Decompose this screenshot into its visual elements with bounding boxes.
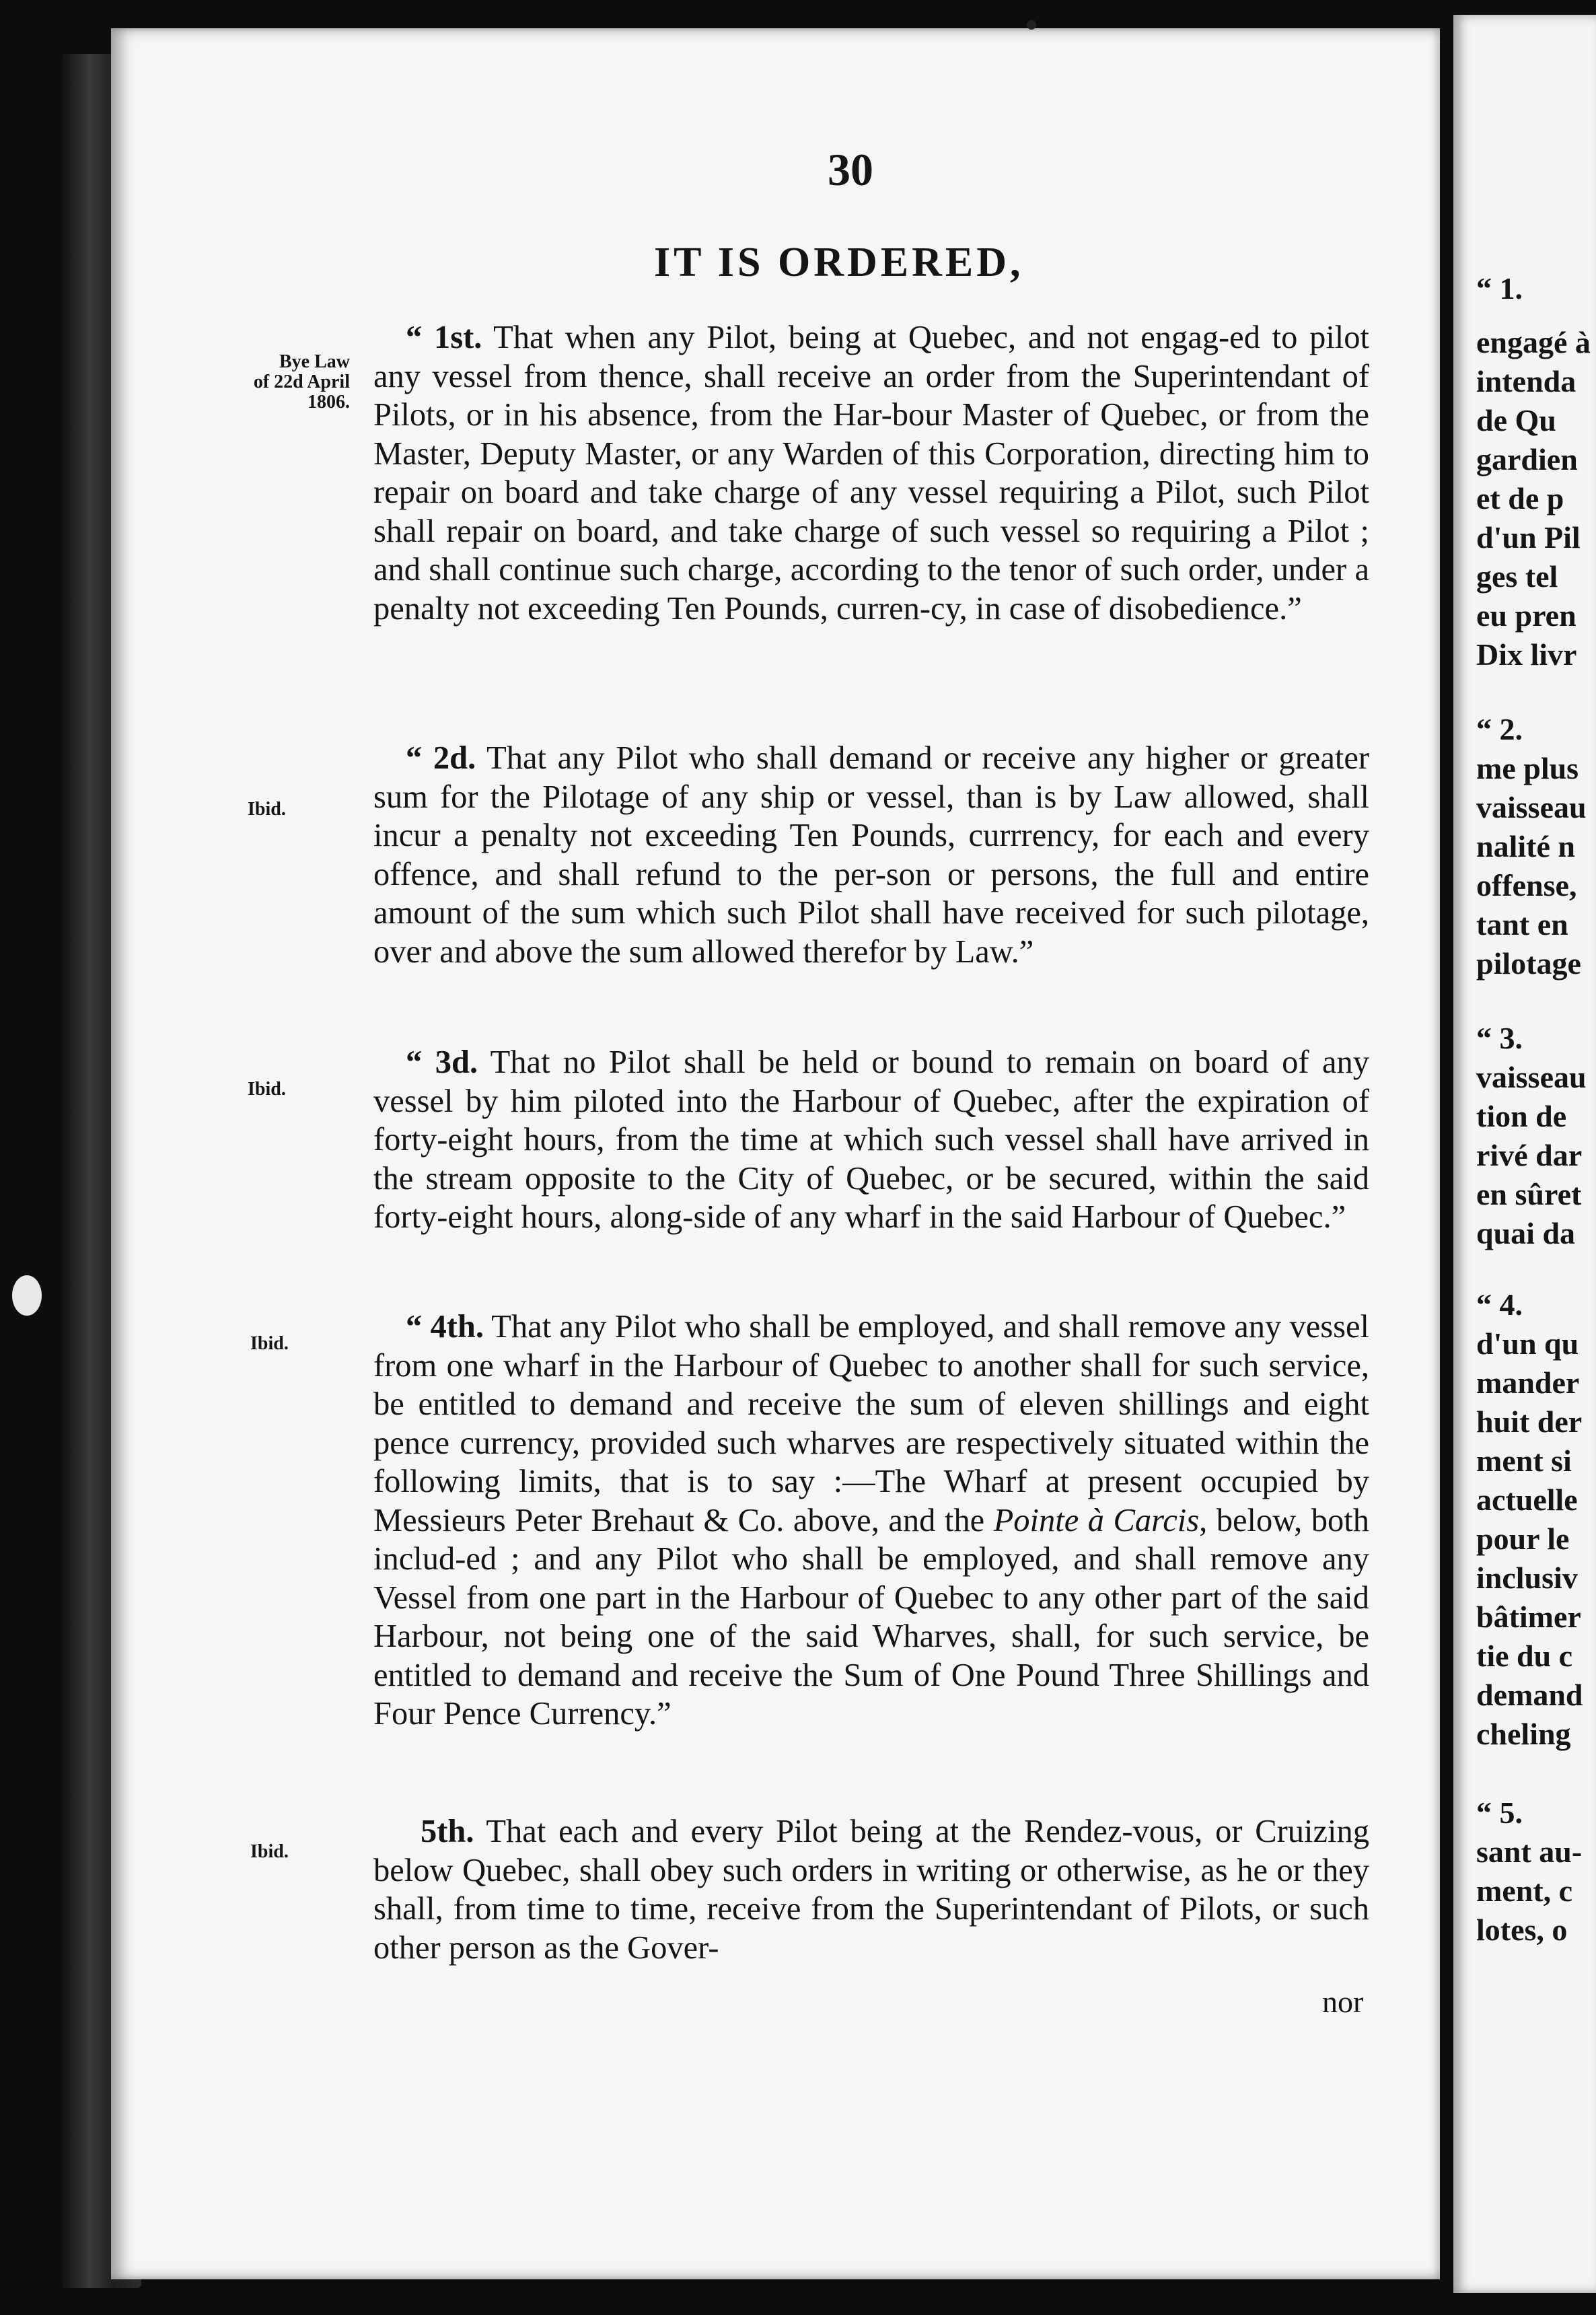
facing-page-line: sant au- bbox=[1476, 1835, 1583, 1869]
paragraph-2d bbox=[373, 739, 1369, 971]
facing-page-line: me plus bbox=[1476, 751, 1579, 785]
facing-page-line: ment si bbox=[1476, 1444, 1572, 1478]
paragraph-text: That when any Pilot, being at Quebec, and not engag-ed to pilot any vessel from thence, shall receive an order from the Superintendant of Pilots, or in his absence, from the Har-bour Master of Quebec, or from the Master, Deputy Master, or any Warden of this Corporation, directing him to repair on board and take charge of any vessel requiring a Pilot, such Pilot shall repair on board, and take charge of such vessel so requiring a Pilot ; and shall continue such charge, according to the tenor of such order, under a penalty not exceeding Ten Pounds, curren-cy, in case of disobedience.” bbox=[373, 320, 1369, 627]
facing-page-line: huit der bbox=[1476, 1404, 1583, 1439]
facing-page-line: bâtimer bbox=[1476, 1600, 1581, 1634]
facing-page-line: d'un qu bbox=[1476, 1326, 1579, 1361]
paper-tear bbox=[12, 1275, 42, 1316]
paragraph-lead: “ 4th. bbox=[406, 1309, 484, 1345]
paragraph-text: That any Pilot who shall demand or receive any higher or greater sum for the Pilotage of any ship or vessel, than is by Law allowed, shall incur a penalty not exceeding Ten Pounds, currrency, for each and every offence, and shall refund to the per-son or persons, the full and entire amount of the sum which such Pilot shall have received for such pilotage, over and above the sum allowed therefor by Law.” bbox=[373, 740, 1369, 970]
facing-page-line: gardien bbox=[1476, 442, 1578, 476]
facing-page-line: vaisseau bbox=[1476, 790, 1587, 824]
margin-note-ibid: Ibid. bbox=[248, 799, 286, 820]
facing-page-line: d'un Pil bbox=[1476, 520, 1581, 555]
paragraph-lead: “ 2d. bbox=[406, 740, 476, 776]
page-number: 30 bbox=[828, 144, 873, 195]
margin-note-ibid: Ibid. bbox=[250, 1333, 289, 1354]
margin-note-line: 1806. bbox=[307, 392, 350, 413]
facing-page-line: ment, c bbox=[1476, 1874, 1573, 1908]
facing-page-line: ges tel bbox=[1476, 559, 1558, 594]
paragraph-text: , below, both includ-ed ; and any Pilot who shall be employed, and shall remove any Vessel from one part in the Harbour of Quebec to any other part of the said Harbour, not being one of the said Wharves, shall, for such service, be entitled to demand and receive the Sum of One Pound Three Shillings and Four Pence Currency.” bbox=[373, 1502, 1370, 1732]
facing-page-line: pour le bbox=[1476, 1522, 1570, 1556]
facing-page-line: de Qu bbox=[1476, 403, 1556, 437]
facing-page-line: mander bbox=[1476, 1365, 1580, 1400]
section-heading: IT IS ORDERED, bbox=[654, 240, 1024, 285]
paragraph-text: That no Pilot shall be held or bound to remain on board of any vessel by him piloted into the Harbour of Quebec, after the expiration of forty-eight hours, from the time at which such vessel shall have arrived in the stream opposite to the City of Quebec, or be secured, within the said forty-eight hours, along-side of any wharf in the said Harbour of Quebec.” bbox=[373, 1044, 1369, 1235]
paragraph-lead: 5th. bbox=[421, 1814, 474, 1849]
facing-page-line: actuelle bbox=[1476, 1483, 1578, 1517]
facing-page-line: tant en bbox=[1476, 907, 1568, 941]
margin-note-ibid: Ibid. bbox=[250, 1841, 289, 1862]
paragraph-4th bbox=[373, 1308, 1369, 1734]
facing-page-line: “ 2. bbox=[1476, 712, 1523, 746]
paragraph-italic-place: Pointe à Carcis bbox=[993, 1502, 1200, 1538]
facing-page-line: lotes, o bbox=[1476, 1913, 1568, 1947]
facing-page-line: nalité n bbox=[1476, 829, 1575, 863]
facing-page-line: “ 4. bbox=[1476, 1287, 1523, 1322]
catchword: nor bbox=[1322, 1985, 1364, 2019]
facing-page-line: engagé à bbox=[1476, 325, 1591, 359]
margin-note-line: of 22d April bbox=[253, 371, 350, 392]
facing-page-line: en sûret bbox=[1476, 1177, 1582, 1211]
facing-page-line: intenda bbox=[1476, 364, 1576, 398]
facing-page-line: quai da bbox=[1476, 1216, 1576, 1250]
facing-page-line: “ 3. bbox=[1476, 1021, 1523, 1055]
margin-note-ibid: Ibid. bbox=[248, 1079, 286, 1100]
paragraph-3d bbox=[373, 1043, 1369, 1237]
paragraph-5th bbox=[373, 1812, 1369, 1967]
margin-note-line: Bye Law bbox=[279, 351, 350, 372]
paragraph-text: That each and every Pilot being at the Rendez-vous, or Cruizing below Quebec, shall obey such orders in writing or otherwise, as he or they shall, from time to time, receive from the Superintendant of Pilots, or such other person as the Gover- bbox=[373, 1814, 1369, 1966]
facing-page-line: rivé dar bbox=[1476, 1138, 1583, 1172]
facing-page bbox=[1453, 15, 1596, 2293]
paragraph-lead: “ 3d. bbox=[406, 1044, 478, 1080]
facing-page-line: offense, bbox=[1476, 868, 1577, 902]
facing-page-line: vaisseau bbox=[1476, 1060, 1587, 1094]
facing-page-line: eu pren bbox=[1476, 598, 1576, 633]
facing-page-line: Dix livr bbox=[1476, 637, 1577, 672]
paragraph-lead: “ 1st. bbox=[406, 320, 482, 355]
facing-page-line: tion de bbox=[1476, 1099, 1567, 1133]
paragraph-1st bbox=[373, 318, 1369, 628]
paragraph-text: That any Pilot who shall be employed, and shall remove any vessel from one wharf in the Harbour of Quebec to another shall for such service, be entitled to demand and receive the sum of eleven shillings and eight pence currency, provided such wharves are respectively situated within the following limits, that is to say :—The Wharf at present occupied by Messieurs Peter Brehaut & Co. above, and the bbox=[373, 1309, 1370, 1538]
facing-page-line: demand bbox=[1476, 1678, 1583, 1712]
ink-speck bbox=[1027, 20, 1036, 30]
facing-page-line: “ 5. bbox=[1476, 1795, 1523, 1830]
facing-page-line: cheling bbox=[1476, 1717, 1571, 1751]
margin-note-bye-law bbox=[202, 352, 350, 413]
facing-page-line: pilotage bbox=[1476, 946, 1581, 981]
facing-page-line: tie du c bbox=[1476, 1639, 1573, 1673]
facing-page-line: “ 1. bbox=[1476, 271, 1523, 306]
facing-page-line: inclusiv bbox=[1476, 1561, 1578, 1595]
facing-page-line: et de p bbox=[1476, 481, 1564, 515]
